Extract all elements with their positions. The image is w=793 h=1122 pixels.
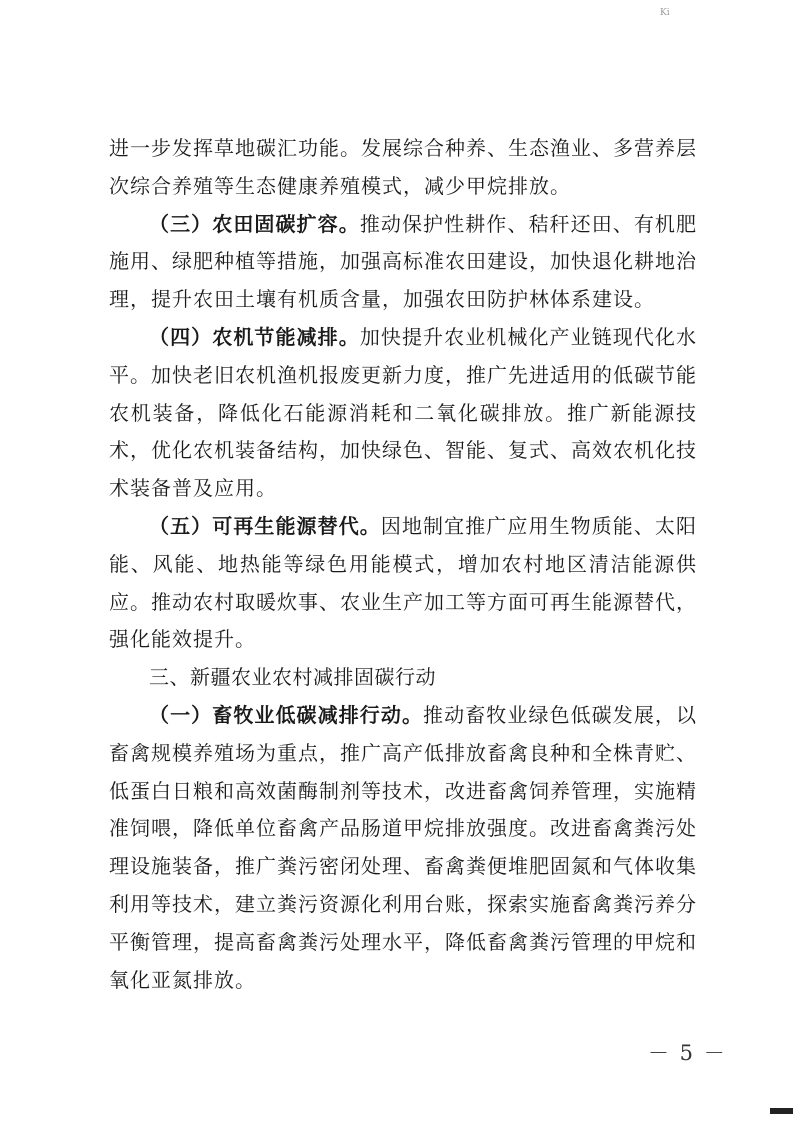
paragraph-continuation: [109, 130, 697, 206]
paragraph-text: 推动保护性耕作、秸秆还田、有机肥施用、绿肥种植等措施，加强高标准农田建设，加快退化耕地治理，提升农田土壤有机质含量，加强农田防护林体系建设。: [109, 211, 698, 312]
paragraph-lead: （五）可再生能源替代。: [149, 513, 381, 538]
paragraph-farmland-carbon: [109, 206, 697, 319]
paragraph-lead: （三）农田固碳扩容。: [149, 211, 360, 236]
page-number: － 5 －: [648, 1041, 727, 1065]
paragraph-lead: （四）农机节能减排。: [149, 324, 360, 349]
section-heading: 三、新疆农业农村减排固碳行动: [149, 665, 436, 690]
top-scan-mark: Ki: [660, 8, 670, 18]
paragraph-renewable-energy: [109, 508, 697, 659]
paragraph-livestock-emissions: [109, 697, 697, 999]
paragraph-lead: （一）畜牧业低碳减排行动。: [149, 702, 424, 727]
paragraph-text: 加快提升农业机械化产业链现代化水平。加快老旧农机渔机报废更新力度，推广先进适用的低碳节能农机装备，降低化石能源消耗和二氧化碳排放。推广新能源技术，优化农机装备结构，加快绿色、智能、复式、高效农机化技术装备普及应用。: [109, 324, 698, 501]
paragraph-text: 因地制宜推广应用生物质能、太阳能、风能、地热能等绿色用能模式，增加农村地区清洁能源供应。推动农村取暖炊事、农业生产加工等方面可再生能源替代，强化能效提升。: [109, 513, 698, 652]
scan-corner-mark: [770, 1108, 793, 1114]
paragraph-farm-machinery: [109, 319, 697, 508]
document-body: [109, 130, 697, 999]
paragraph-text: 推动畜牧业绿色低碳发展，以畜禽规模养殖场为重点，推广高产低排放畜禽良种和全株青贮、低蛋白日粮和高效菌酶制剂等技术，改进畜禽饲养管理，实施精准饲喂，降低单位畜禽产品肠道甲烷排放强度。改进畜禽粪污处理设施装备，推广粪污密闭处理、畜禽粪便堆肥固氮和气体收集利用等技术，建立粪污资源化利用台账，探索实施畜禽粪污养分平衡管理，提高畜禽粪污处理水平，降低畜禽粪污管理的甲烷和氧化亚氮排放。: [109, 702, 698, 992]
paragraph-text: 进一步发挥草地碳汇功能。发展综合种养、生态渔业、多营养层次综合养殖等生态健康养殖模式，减少甲烷排放。: [109, 136, 697, 198]
